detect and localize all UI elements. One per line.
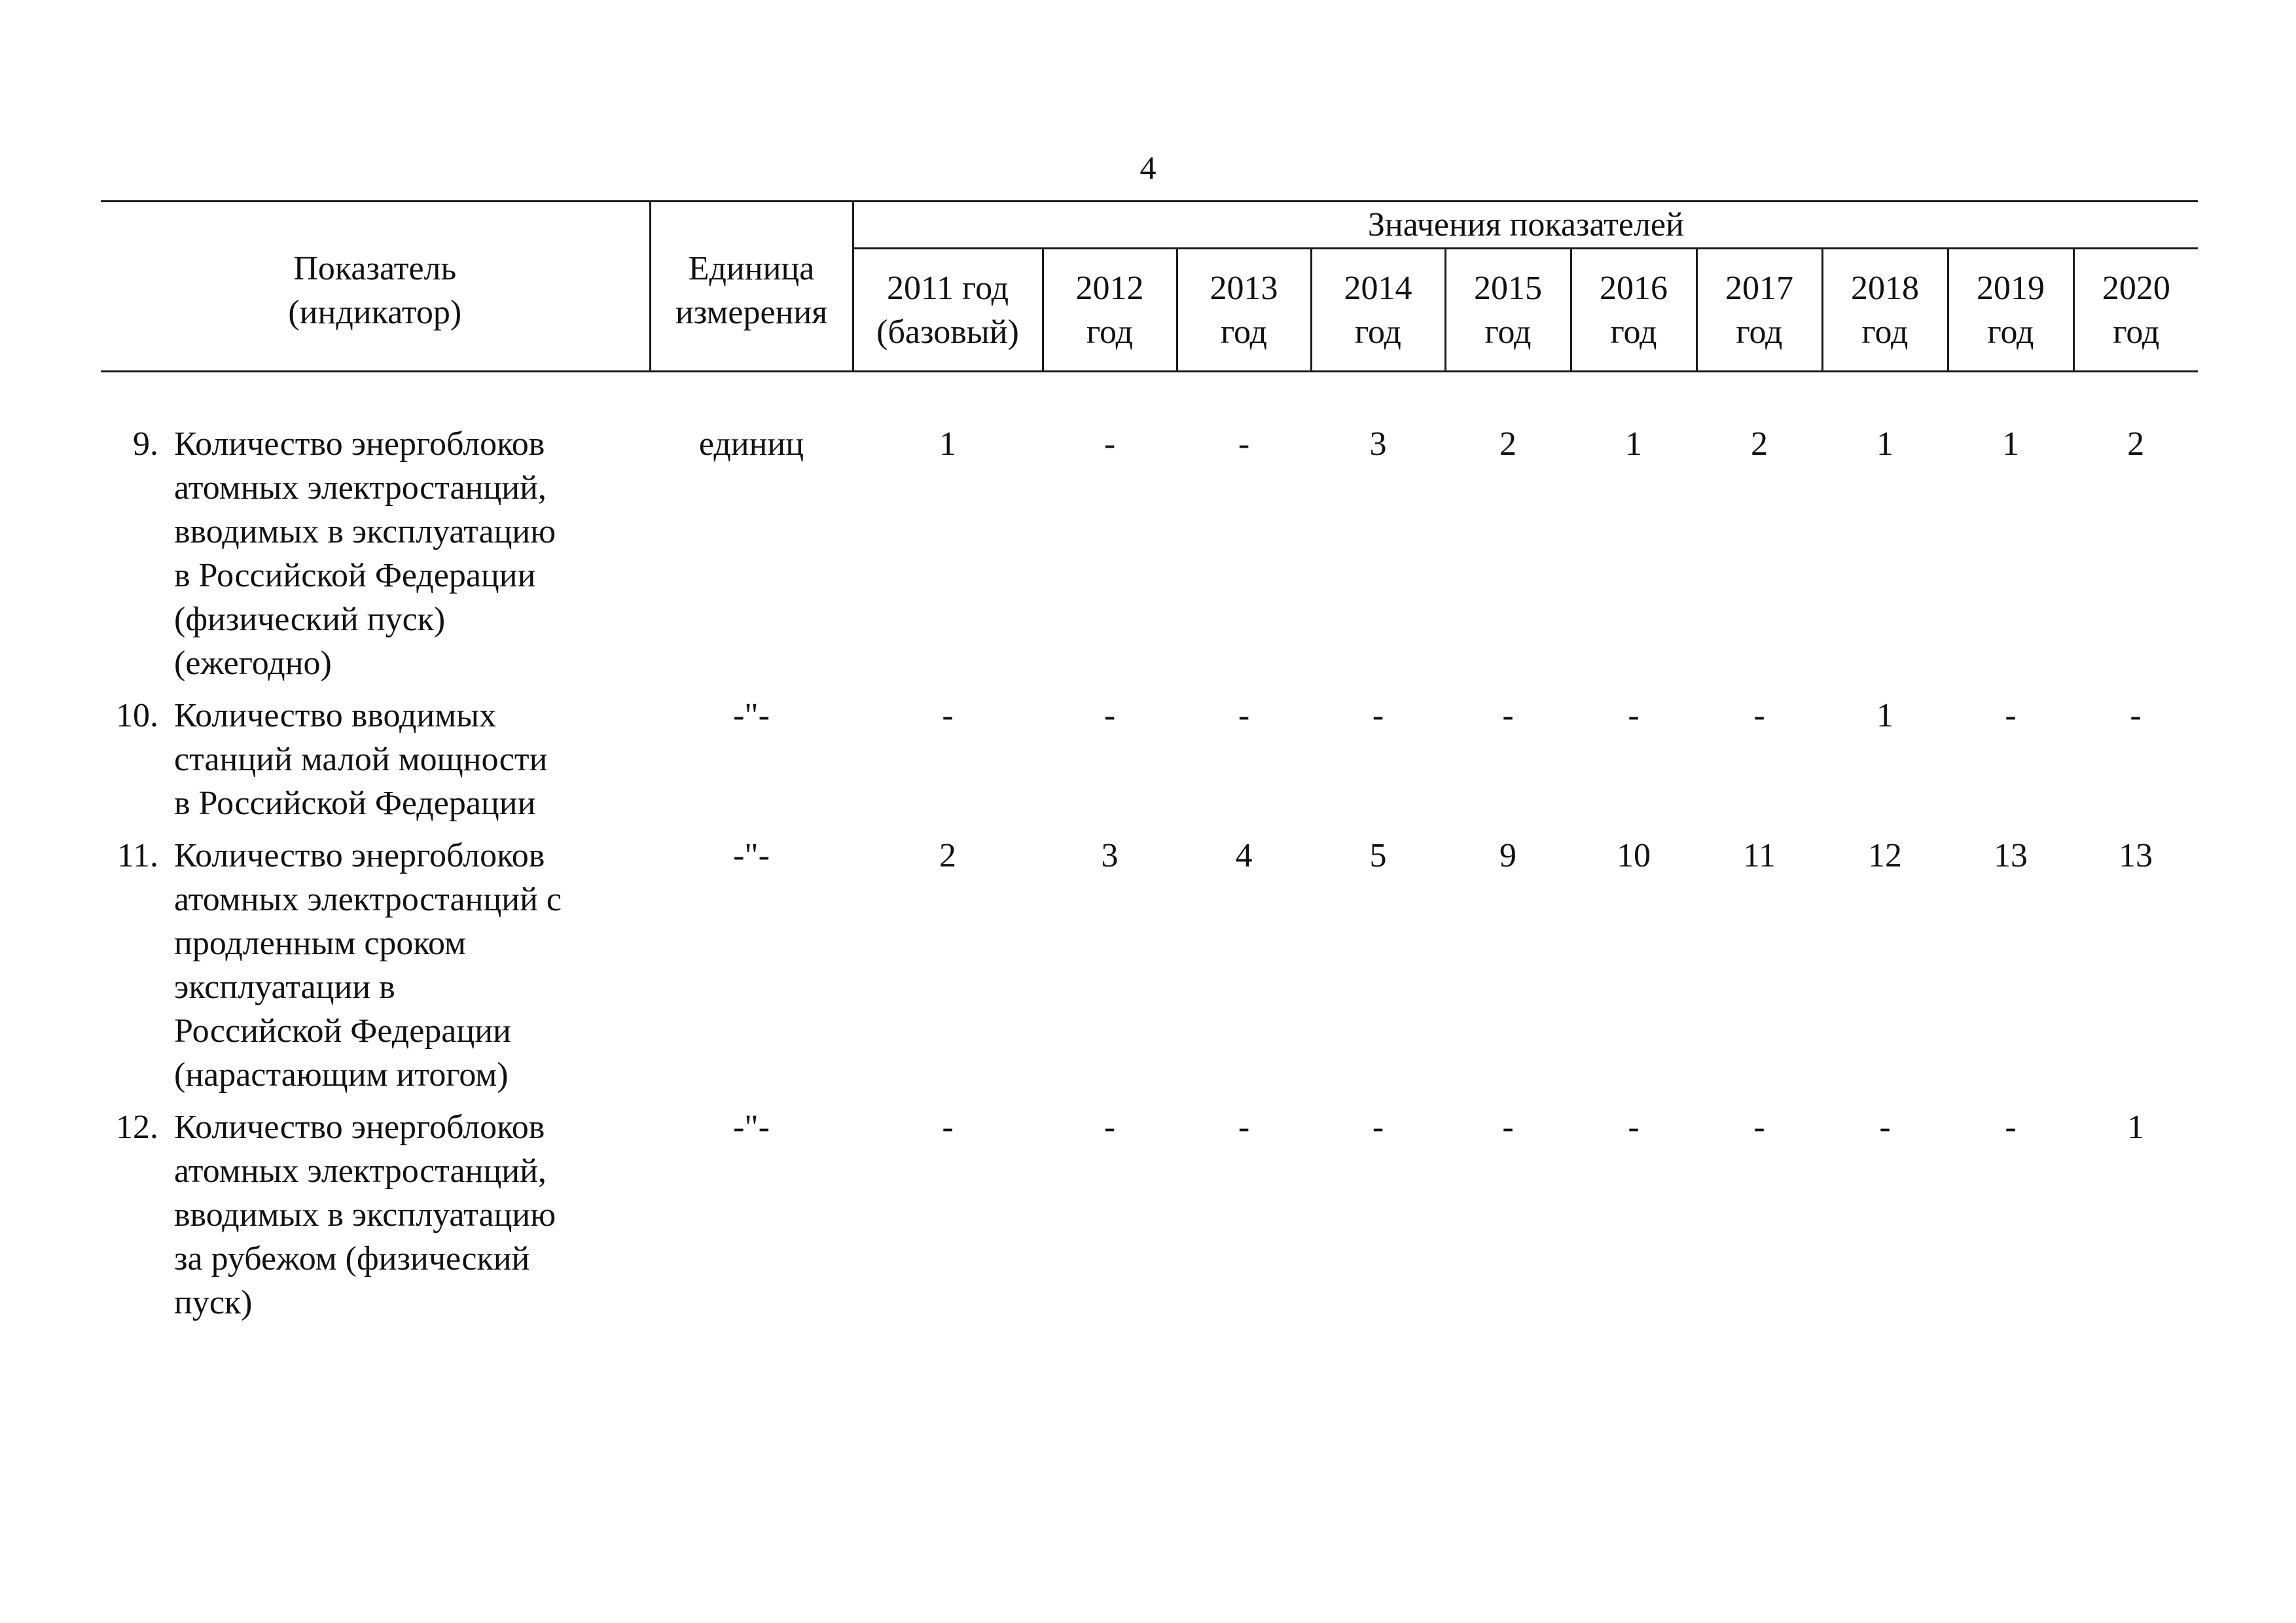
page-number: 4 [1139,149,1157,186]
value-cell: - [1238,697,1250,734]
row-number: 12. [116,1109,158,1146]
unit-column-header: Единица измерения [650,202,853,372]
unit-cell: -"- [733,837,770,874]
unit-cell: единиц [698,425,804,463]
value-cell: 3 [1101,837,1119,874]
indicators-table [101,200,2198,1325]
value-cell: 1 [1876,697,1894,734]
value-cell: 2 [1499,425,1517,463]
value-cell: - [1103,1109,1116,1146]
value-cell: - [1372,1109,1384,1146]
value-cell: 1 [939,425,957,463]
value-cell: - [1502,697,1514,734]
value-cell: 3 [1369,425,1387,463]
value-cell: - [1753,1109,1765,1146]
value-cell: 13 [1994,837,2028,874]
value-cell: - [1103,697,1116,734]
year-column-header: 2012 год [1043,249,1177,372]
table-row [101,834,2198,1097]
value-cell: 10 [1617,837,1651,874]
table-header [101,202,2198,372]
unit-cell: -"- [733,1109,770,1146]
value-cell: - [1628,1109,1640,1146]
value-cell: 12 [1868,837,1903,874]
table-body [101,372,2198,1325]
year-column-header: 2018 год [1822,249,1948,372]
value-cell: - [1628,697,1640,734]
values-group-header: Значения показателей [853,202,2198,249]
year-column-header: 2015 год [1445,249,1571,372]
indicator-name: Количество вводимых станций малой мощности в Российской Федерации [174,697,548,822]
value-cell: 1 [1876,425,1894,463]
value-cell: 4 [1235,837,1253,874]
value-cell: - [1879,1109,1891,1146]
value-cell: - [2130,697,2142,734]
year-column-header: 2020 год [2073,249,2198,372]
value-cell: - [1238,1109,1250,1146]
value-cell: 13 [2119,837,2153,874]
value-cell: 5 [1369,837,1387,874]
table-row [101,694,2198,825]
row-number: 9. [133,425,158,463]
year-column-header: 2016 год [1571,249,1696,372]
value-cell: - [1753,697,1765,734]
year-column-header: 2014 год [1311,249,1445,372]
table-row [101,1105,2198,1325]
value-cell: - [942,697,954,734]
value-cell: 2 [2127,425,2145,463]
year-column-header: 2013 год [1177,249,1311,372]
value-cell: - [1502,1109,1514,1146]
table-row [101,422,2198,685]
value-cell: - [2005,697,2017,734]
value-cell: - [1372,697,1384,734]
value-cell: 1 [2127,1109,2145,1146]
year-column-header: 2011 год (базовый) [853,249,1043,372]
value-cell: - [942,1109,954,1146]
indicator-column-header: Показатель (индикатор) [101,202,650,372]
value-cell: - [1238,425,1250,463]
value-cell: 1 [1625,425,1643,463]
row-number: 11. [117,837,158,874]
value-cell: 9 [1499,837,1517,874]
unit-cell: -"- [733,697,770,734]
value-cell: 1 [2002,425,2020,463]
year-column-header: 2019 год [1948,249,2073,372]
year-column-header: 2017 год [1696,249,1822,372]
indicator-name: Количество энергоблоков атомных электростанций, вводимых в эксплуатацию в Российской Федерации (физический пуск) (ежегодно) [174,425,556,682]
value-cell: 2 [1751,425,1768,463]
row-number: 10. [116,697,158,734]
value-cell: 2 [939,837,957,874]
value-cell: 11 [1742,837,1776,874]
value-cell: - [2005,1109,2017,1146]
value-cell: - [1103,425,1116,463]
indicator-name: Количество энергоблоков атомных электростанций с продленным сроком эксплуатации в Российской Федерации (нарастающим итогом) [174,837,562,1094]
indicator-name: Количество энергоблоков атомных электростанций, вводимых в эксплуатацию за рубежом (физический пуск) [174,1109,556,1321]
